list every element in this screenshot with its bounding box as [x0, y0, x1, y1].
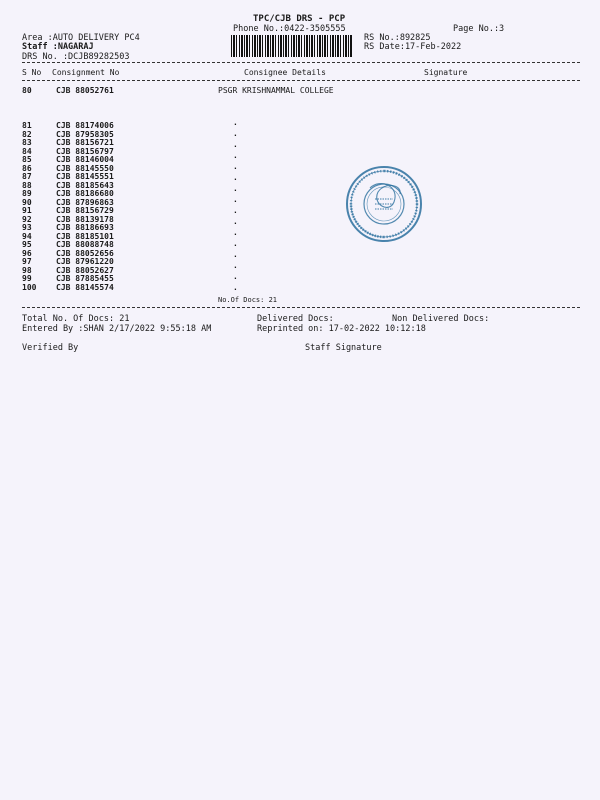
consignee-dot: ·: [233, 208, 238, 217]
row-consignment: CJB 88146004: [56, 155, 114, 164]
area-label: Area :AUTO DELIVERY PC4: [22, 33, 140, 43]
row-sno: 96: [22, 248, 32, 258]
row-consignment: CJB 88156797: [56, 146, 114, 156]
row-consignment: CJB 88174006: [56, 121, 114, 130]
row-consignment: CJB 88145551: [56, 172, 114, 181]
row-consignment: CJB 88052627: [56, 265, 114, 275]
row-consignment: CJB 87961220: [56, 257, 114, 266]
row-consignment: CJB 88156729: [56, 206, 114, 215]
divider: [22, 307, 580, 308]
row-sno: 98: [22, 265, 32, 275]
row-consignment: CJB 88186693: [56, 223, 114, 232]
row-sno: 95: [22, 240, 32, 249]
row-sno: 83: [22, 138, 32, 147]
divider: [22, 62, 580, 63]
no-of-docs-inline: No.Of Docs: 21: [218, 296, 278, 304]
consignee-dot: ·: [233, 120, 238, 129]
consignee-dot: ·: [233, 252, 238, 261]
entered-by: Entered By :SHAN 2/17/2022 9:55:18 AM: [22, 324, 212, 334]
row-consignment: CJB 88052761: [56, 86, 114, 95]
consignee-dot: ·: [233, 164, 238, 173]
staff-signature: Staff Signature: [305, 343, 382, 353]
row-consignee: PSGR KRISHNAMMAL COLLEGE: [218, 86, 334, 95]
document-title: TPC/CJB DRS - PCP: [253, 14, 346, 24]
verified-by: Verified By: [22, 343, 79, 353]
consignee-dot: ·: [233, 230, 238, 239]
drs-number: DRS No. :DCJB89282503: [22, 52, 130, 62]
row-consignment: CJB 88185101: [56, 231, 114, 241]
row-sno: 89: [22, 189, 32, 198]
controller-seal-stamp: [344, 164, 424, 244]
row-sno: 100: [22, 282, 37, 292]
row-sno: 84: [22, 146, 32, 156]
row-consignment: CJB 88185643: [56, 180, 114, 190]
divider: [22, 80, 580, 81]
row-consignment: CJB 88088748: [56, 240, 114, 249]
delivered-docs: Delivered Docs:: [257, 314, 334, 324]
row-sno: 88: [22, 180, 32, 190]
row-consignment: CJB 88145574: [56, 282, 114, 292]
row-consignment: CJB 88145550: [56, 163, 114, 173]
non-delivered-docs: Non Delivered Docs:: [392, 314, 490, 324]
row-sno: 91: [22, 206, 32, 215]
consignee-dot: ·: [233, 175, 238, 184]
row-consignment: CJB 88156721: [56, 138, 114, 147]
page-number: Page No.:3: [453, 24, 505, 34]
barcode: [231, 35, 353, 57]
consignee-dot: ·: [233, 142, 238, 151]
row-sno: 87: [22, 172, 32, 181]
row-consignment: CJB 87958305: [56, 129, 114, 139]
consignee-dot: ·: [233, 197, 238, 206]
reprinted-on: Reprinted on: 17-02-2022 10:12:18: [257, 324, 426, 334]
row-consignment: CJB 87896863: [56, 197, 114, 207]
staff-label: Staff :NAGARAJ: [22, 42, 94, 52]
rs-number: RS No.:892825: [364, 33, 431, 43]
consignee-dot: ·: [233, 186, 238, 195]
row-sno: 93: [22, 223, 32, 232]
row-sno: 99: [22, 274, 32, 283]
rs-date: RS Date:17-Feb-2022: [364, 42, 462, 52]
row-sno: 92: [22, 214, 32, 224]
row-consignment: CJB 88052656: [56, 248, 114, 258]
row-sno: 94: [22, 231, 32, 241]
consignee-dot: ·: [233, 263, 238, 272]
row-sno: 82: [22, 129, 32, 139]
row-sno: 86: [22, 163, 32, 173]
row-sno: 81: [22, 121, 32, 130]
row-sno: 80: [22, 86, 32, 95]
consignee-dot: ·: [233, 219, 238, 228]
consignee-dot: ·: [233, 241, 238, 250]
column-header-consignment: Consignment No: [52, 68, 120, 77]
consignee-dot: ·: [233, 153, 238, 162]
consignee-dot: ·: [233, 131, 238, 140]
column-header-consignee: Consignee Details: [244, 68, 326, 77]
consignee-dot: ·: [233, 285, 238, 294]
row-sno: 97: [22, 257, 32, 266]
row-sno: 85: [22, 155, 32, 164]
total-docs: Total No. Of Docs: 21: [22, 314, 130, 324]
row-consignment: CJB 88186680: [56, 189, 114, 198]
column-header-sno: S No: [22, 68, 42, 77]
phone-number: Phone No.:0422-3505555: [233, 24, 346, 34]
row-sno: 90: [22, 197, 32, 207]
column-header-signature: Signature: [424, 68, 468, 77]
row-consignment: CJB 87885455: [56, 274, 114, 283]
row-consignment: CJB 88139178: [56, 214, 114, 224]
consignee-dot: ·: [233, 274, 238, 283]
